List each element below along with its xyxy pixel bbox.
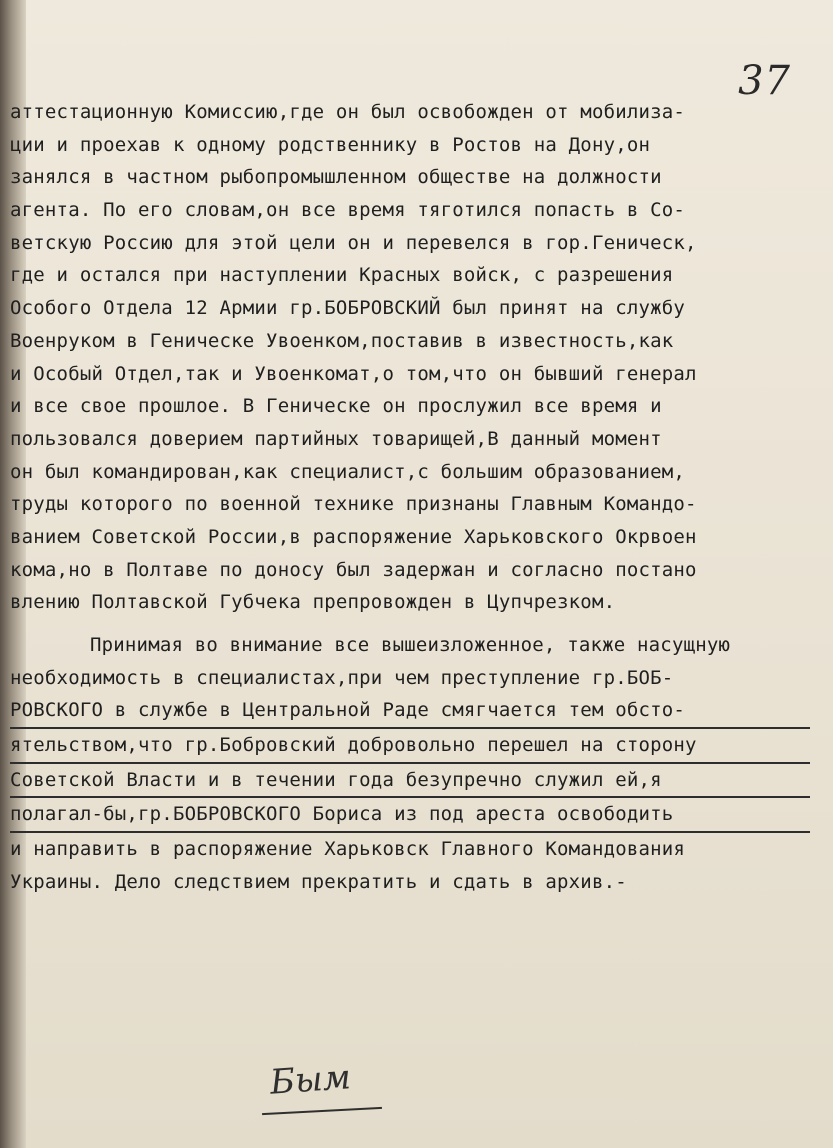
handwritten-signature: Бым bbox=[268, 1057, 353, 1103]
text-line-underlined: Советской Власти и в течении года безупречно служил ей,я bbox=[10, 764, 810, 799]
text-line: он был командирован,как специалист,с большим образованием, bbox=[10, 460, 686, 483]
text-line: Украины. Дело следствием прекратить и сдать в архив.- bbox=[10, 870, 627, 893]
typed-text-body bbox=[10, 96, 810, 899]
text-line: и все свое прошлое. В Геническе он прослужил все время и bbox=[10, 395, 662, 418]
text-line: пользовался доверием партийных товарищей,В данный момент bbox=[10, 427, 662, 450]
signature-underline bbox=[262, 1107, 382, 1115]
text-line: труды которого по военной технике признаны Главным Командо- bbox=[10, 493, 697, 516]
text-line: и направить в распоряжение Харьковск Главного Командования bbox=[10, 838, 686, 861]
text-line: влению Полтавской Губчека препровожден в Цупчрезком. bbox=[10, 591, 616, 614]
text-line: и Особый Отдел,так и Увоенкомат,о том,что он бывший генерал bbox=[10, 362, 697, 385]
text-line: Принимая во внимание все вышеизложенное, также насущную bbox=[90, 634, 731, 656]
text-line: Военруком в Геническе Увоенком,поставив в известность,как bbox=[10, 329, 674, 352]
text-line: агента. По его словам,он все время тяготился попасть в Со- bbox=[10, 199, 686, 222]
text-line: кома,но в Полтаве по доносу был задержан и согласно постано bbox=[10, 558, 697, 581]
text-line: аттестационную Комиссию,где он был освобожден от мобилиза- bbox=[10, 101, 686, 123]
text-line: Особого Отдела 12 Армии гр.БОБРОВСКИЙ был принят на службу bbox=[10, 297, 686, 320]
text-line: ванием Советской России,в распоряжение Харьковского Окрвоен bbox=[10, 525, 697, 548]
text-line: необходимость в специалистах,при чем преступление гр.БОБ- bbox=[10, 666, 674, 689]
text-line-underlined: ятельством,что гр.Бобровский добровольно перешел на сторону bbox=[10, 729, 810, 764]
page-number: 37 bbox=[738, 58, 791, 104]
text-line: ветскую Россию для этой цели он и перевелся в гор.Геническ, bbox=[10, 231, 697, 254]
text-line: занялся в частном рыбопромышленном обществе на должности bbox=[10, 166, 662, 189]
text-line: где и остался при наступлении Красных войск, с разрешения bbox=[10, 264, 674, 287]
text-line: ции и проехав к одному родственнику в Ростов на Дону,он bbox=[10, 133, 651, 156]
text-line-underlined: полагал-бы,гр.БОБРОВСКОГО Бориса из под ареста освободить bbox=[10, 798, 810, 833]
text-line-underlined: РОВСКОГО в службе в Центральной Раде смягчается тем обсто- bbox=[10, 694, 810, 729]
